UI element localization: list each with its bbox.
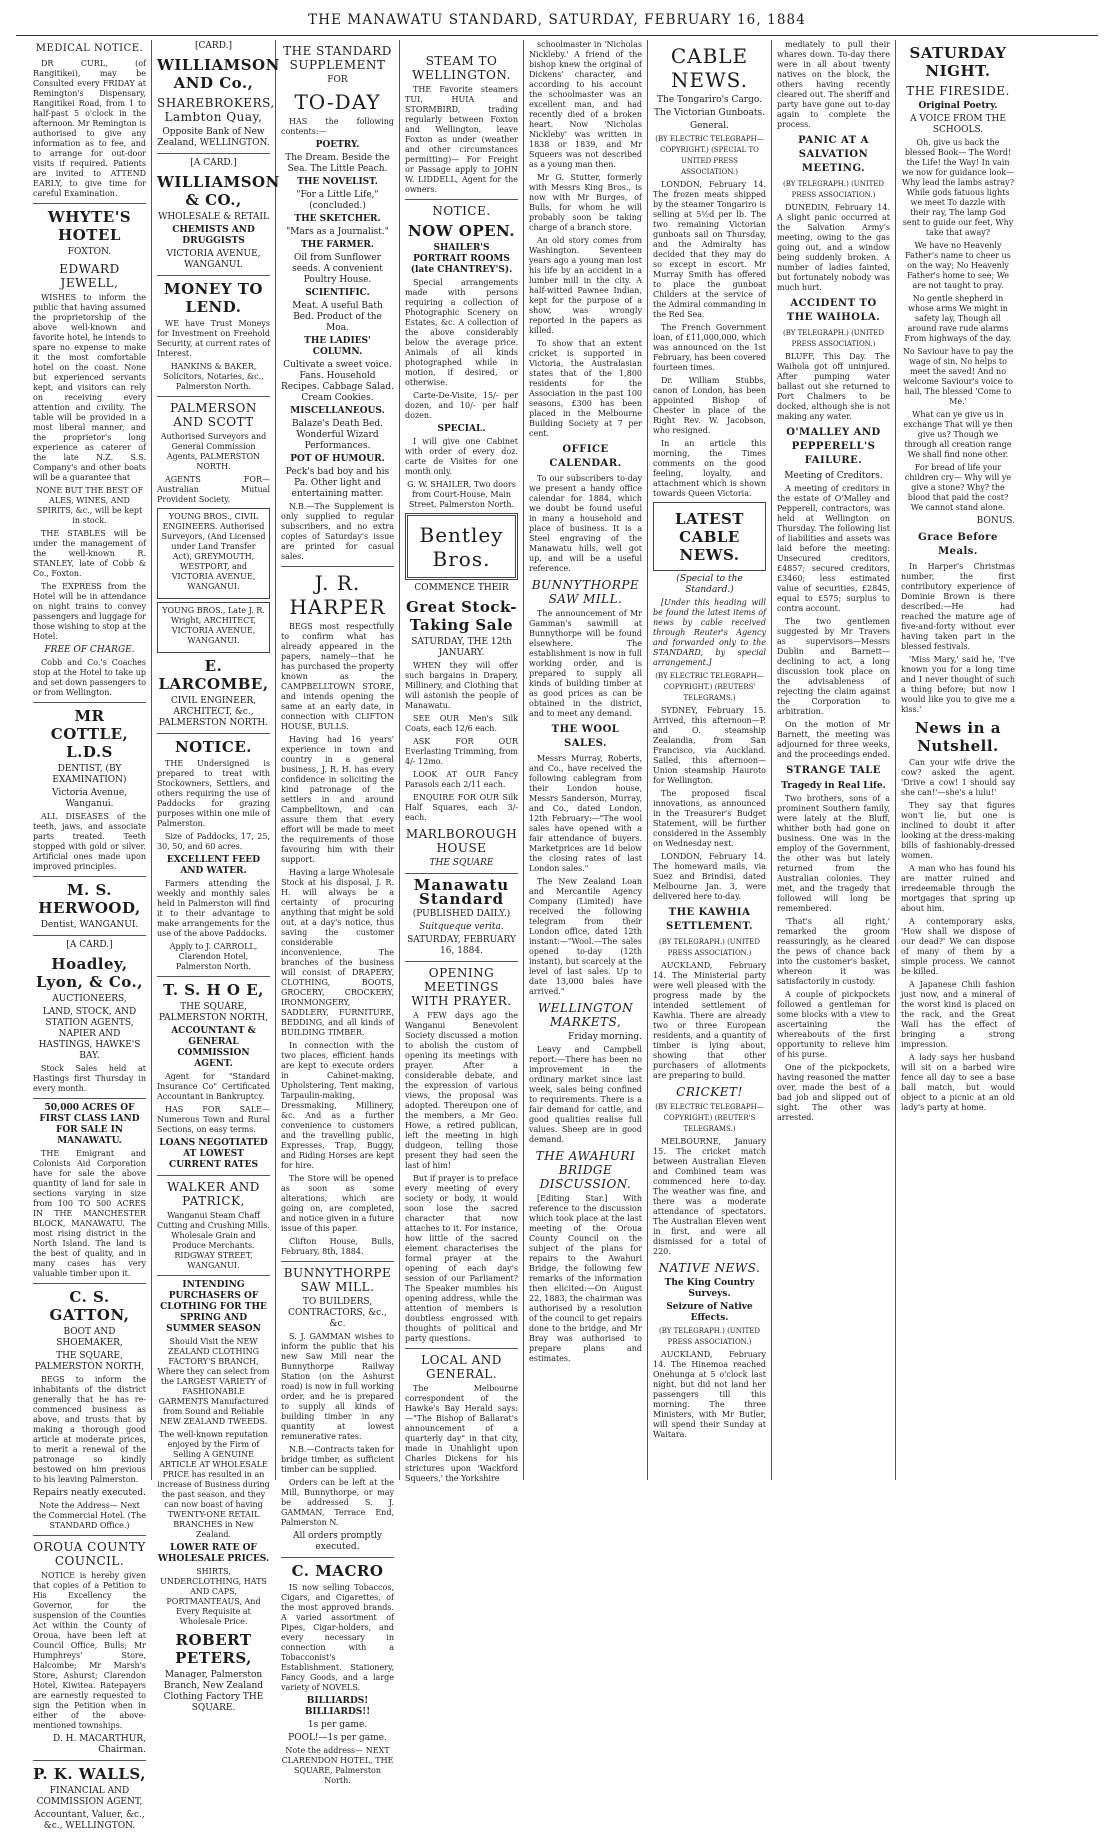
acres-body: THE Emigrant and Colonists Aid Corporation have for sale the above quantity of land for sale in sections varying in size from 100 TO 500 ACRES IN THE MANCHESTER BLOCK, MANAWATU. The most rising district in the North Island. The land is the best of quality, and in many cases has very valuable timber upon it.: [33, 1149, 146, 1278]
divider: [405, 1348, 518, 1349]
column-7: [772, 40, 896, 1480]
shailer-cartes: Carte-De-Visite, 15/- per dozen, and 10/- per half dozen.: [405, 391, 518, 420]
local-continued-2: Mr G. Stutter, formerly with Messrs King Bros., is now with Mr Burges, of Bulls, for whom he will probably soon be taking charge of a branch store.: [529, 173, 642, 232]
poem-stanza-1: Oh, give us back the blessed Book— The Word! the Life! the Way! In vain we now for guidance look— Why lead the lambs astray? While gods fatuous lights we meet To dazzle with their ray, The lamp God sent to guide our feet, Why take that away?: [901, 138, 1015, 237]
latest-cable-box: [653, 502, 766, 571]
free-of-charge: FREE OF CHARGE.: [44, 645, 135, 655]
panic-heading: PANIC AT A SALVATION MEETING.: [798, 135, 869, 174]
palmerson-heading: PALMERSON AND SCOTT: [170, 401, 257, 429]
cobb-coaches: Cobb and Co.'s Coaches stop at the Hotel to take up and set down passengers to or from Wellington.: [33, 658, 147, 697]
divider: [33, 876, 146, 877]
divider: [405, 873, 518, 874]
divider: [157, 396, 270, 397]
whytes-hotel-express: The EXPRESS from the Hotel will be in attendance on night trains to convey passengers and luggage for those wishing to stop at the Hotel.: [33, 582, 146, 641]
supp-humour-heading: POT OF HUMOUR.: [290, 454, 385, 464]
local-heading: LOCAL AND GENERAL.: [421, 1353, 502, 1381]
harper-signature: Clifton House, Bulls, February, 8th, 1884.: [281, 1237, 394, 1256]
palmerson-body: Authorised Surveyors and General Commission Agents, PALMERSTON NORTH.: [160, 432, 267, 471]
supp-novelist-items: "For a Little Life," (concluded.): [296, 190, 379, 211]
williamson2-card: [A CARD.]: [190, 158, 237, 168]
native-sub2: Seizure of Native Effects.: [666, 1302, 753, 1323]
tsh-loans: LOANS NEGOTIATED AT LOWEST CURRENT RATES: [159, 1138, 268, 1170]
tsh-sale: HAS FOR SALE—Numerous Town and Rural Sections, on easy terms.: [157, 1105, 270, 1134]
supp-farmer-heading: THE FARMER.: [301, 240, 374, 250]
column-8: [896, 40, 1020, 1480]
meeting-body: A FEW days ago the Wanganui Benevolent Society discussed a motion to abolish the custom of opening its meetings with prayer. After a considerable debate, and the expression of various views, the proposal was adopted. Thereupon one of the members, a Mr Geo. Howe, a retired publican, left the meeting in high dudgeon, telling those present they had seen the last of him!: [405, 1011, 518, 1170]
bentley-enquire: ENQUIRE FOR OUR Silk Half Squares, each 3/- each.: [405, 793, 518, 822]
whytes-hotel-stock: NONE BUT THE BEST OF ALES, WINES, AND SPIRITS, &c., will be kept in stock.: [35, 486, 144, 525]
whytes-hotel-heading: WHYTE'S HOTEL: [47, 208, 132, 244]
harper-body2: Having had 16 years' experience in town and country in a general business, J. R. H. has every confidence in soliciting the kind patronage of the settlers in and around Campbelltown, and can assure them that every effort will be made to meet the requirements of those favouring him with their support.: [281, 735, 394, 864]
poem-title: A VOICE FROM THE SCHOOLS.: [910, 114, 1006, 135]
cable-tag: (BY ELECTRIC TELEGRAPH—COPYRIGHT.) (SPECIAL TO UNITED PRESS ASSOCIATION.): [655, 135, 764, 176]
medical-notice-heading: MEDICAL NOTICE.: [35, 43, 144, 54]
supplement-heading: THE STANDARD SUPPLEMENT: [283, 44, 392, 72]
panic-tag: (BY TELEGRAPH.) (UNITED PRESS ASSOCIATION.): [783, 180, 884, 199]
strange-tale-sub: Tragedy in Real Life.: [781, 781, 886, 791]
standard-nameplate: Manawatu Standard: [413, 876, 510, 908]
supp-nb: N.B.—The Supplement is only supplied to regular subscribers, and no extra copies of Saturday's issue are printed for casual sales.: [281, 502, 394, 561]
newspaper-page: [28, 40, 1110, 1831]
macro-billiards: BILLIARDS! BILLIARDS!!: [304, 1696, 371, 1717]
oroua-signature: D. H. MACARTHUR, Chairman.: [53, 1734, 146, 1755]
young-bros-architect-box: [157, 602, 270, 653]
standard-motto: Suitqueque verita.: [419, 922, 504, 932]
divider: [157, 1175, 270, 1176]
whytes-hotel-proprietor: EDWARD JEWELL,: [59, 262, 120, 290]
native-tag: (BY TELEGRAPH.) (UNITED PRESS ASSOCIATION.): [659, 1327, 760, 1346]
strange-tale-body: Two brothers, sons of a prominent Southern family, were lately at the Bluff, whither both had gone on business. One was in the employ of the Government, the other was but lately returned from the Australian colonies. They met, and the tragedy that followed will long be remembered.: [777, 794, 890, 913]
cottle-heading: MR COTTLE, L.D.S: [50, 707, 129, 761]
williamson-card: [CARD.]: [195, 41, 232, 51]
peters-heading: ROBERT PETERS,: [175, 1631, 252, 1667]
whytes-hotel-body: WISHES to inform the public that having assumed the proprietorship of the above well-known and favorite hotel, he intends to spare no expense to make it the most comfortable hotel on the coast. None but experienced servants kept, and visitors can rely on receiving every attention and civility. The table will be provided in a most liberal manner, and the proprietor's long experience as caterer of the late N.Z. S.S. Company's and other boats will be a guarantee that: [33, 293, 146, 482]
cable-body4: In an article this morning, the Times comments on the good feeling, loyalty, and attachment which is shown towards Queen Victoria.: [653, 439, 766, 498]
supplement-today: TO-DAY: [294, 90, 381, 114]
omalley-sub: Meeting of Creditors.: [784, 471, 883, 481]
acres-heading: 50,000 ACRES OF FIRST CLASS LAND FOR SALE IN MANAWATU.: [39, 1103, 140, 1146]
local-continued-4: To show that an extent cricket is supported in Victoria, the Australasian states that of the 1,800 residents for the Association in the past 100 seasons, £300 has been placed in the Melbourne Building Society at 7 per cent.: [529, 339, 642, 438]
strange-tale-body4: One of the pickpockets, having reasoned the matter over, made the best of a bad job and slipped out of sight. The other was arrested.: [777, 1063, 890, 1122]
bentley-heading: Bentley Bros.: [419, 523, 504, 571]
office-calendar-body: To our subscribers to-day we present a handy office calendar for 1884, which we doubt be found useful in many a household and place of business. It is a Steel engraving of the Manawatu hills, well got up, and will be a useful reference.: [529, 474, 642, 573]
divider: [405, 199, 518, 200]
tsh-heading: T. S. H O E,: [163, 981, 264, 999]
macro-pool: POOL!—1s per game.: [288, 1733, 387, 1743]
intending-heading: INTENDING PURCHASERS OF CLOTHING FOR THE SPRING AND SUMMER SEASON: [160, 1280, 267, 1334]
cricket-heading: CRICKET!: [676, 1085, 743, 1099]
bentley-see: SEE OUR Men's Silk Coats, each 12/6 each.: [405, 714, 518, 733]
supp-poetry-items: The Dream. Beside the Sea. The Little Peach.: [285, 153, 390, 174]
paddock-notice-body2: Farmers attending the weekly and monthly sales held in Palmerston will find it to their advantage to make arrangements for the use of the above Paddocks.: [157, 879, 270, 938]
supp-misc-items: Balaze's Death Bed. Wonderful Wizard Performances.: [292, 419, 383, 451]
young-bros-engineers-text: YOUNG BROS., CIVIL ENGINEERS. Authorised Surveyors, (And Licensed under Land Transfer Act), GREYMOUTH, WESTPORT, and VICTORIA AVENUE, WANGANUI.: [161, 512, 266, 591]
bunnythorpe-ad-all: All orders promptly executed.: [292, 1531, 383, 1552]
paddock-sizes: Size of Paddocks, 17, 25, 30, 50, and 60 acres.: [157, 832, 270, 851]
bunnythorpe-ad-heading: BUNNYTHORPE SAW MILL.: [283, 1266, 392, 1294]
walker-heading: WALKER AND PATRICK,: [167, 1180, 260, 1208]
macro-game: 1s per game.: [307, 1720, 368, 1730]
gatton-address: THE SQUARE, PALMERSTON NORTH,: [34, 1351, 145, 1372]
grace-body: In Harper's Christmas number, the first contributory experience of Dominie Brown is there described:—He had reached the mature age of five-and-forty without ever having taken part in the blessed festivals.: [901, 562, 1015, 651]
hoadley-sub: AUCTIONEERS,: [52, 994, 127, 1004]
column-1: [28, 40, 152, 1831]
now-open: NOW OPEN.: [407, 222, 516, 240]
news-nutshell-heading: News in a Nutshell.: [915, 719, 1001, 755]
wool-body2: The New Zealand Loan and Mercantile Agency Company (Limited) have received the following telegram from their London office, dated 12th instant:—"Wool.—The sales opened to-day (12th instant), but scarcely at the level of last sales. Up to date 13,000 bales have arrived.": [529, 877, 642, 996]
nutshell-item-5: A Japanese Chili fashion just now, and a mineral of the worst kind is placed on the rack, and the Great Wall has the effect of bringing a strong impression.: [901, 980, 1015, 1049]
kawhia-body: AUCKLAND, February 14. The Ministerial party were well pleased with the progress made by the intended settlement of Kawhia. There are already two or three European residents, and a quantity of timber is lying about, showing that other purchasers of allotments are preparing to build.: [653, 961, 766, 1080]
medical-notice-body: DR CURL, (of Rangitikei), may be Consulted every FRIDAY at Remington's Dispensary, Rangitikei Road, from 1 to half-past 5 o'clock in the afternoon. Mr Remington is authorised to give any information as to fee, and to arrange for out-door visits if required. Patients are invited to ATTEND EARLY, to give time for careful Examination.: [33, 59, 146, 198]
cottle-body: ALL DISEASES of the teeth, jaws, and associate parts treated. Teeth stopped with gold or silver. Artificial ones made upon improved principles.: [33, 812, 146, 871]
walker-body: Wanganui Steam Chaff Cutting and Crushing Mills. Wholesale Grain and Produce Merchants. RIDGWAY STREET, WANGANUI.: [157, 1211, 270, 1270]
paddock-notice-body: THE Undersigned is prepared to treat with Stockowners, Settlers, and others requiring the use of Paddocks for grazing purposes within one mile of Palmerston.: [157, 759, 270, 828]
supp-sketcher-heading: THE SKETCHER.: [294, 214, 381, 224]
harper-body3: Having a large Wholesale Stock at his disposal, J. R. H. will always be a certainty of procuring anything that might be sold out, at a day's notice, thus saving the customer considerable inconvenience. The branches of the business will consist of DRAPERY, CLOTHING, BOOTS, GROCERY, CROCKERY, IRONMONGERY, SADDLERY, FURNITURE, BEDDING, and all kinds of BUILDING TIMBER.: [281, 868, 394, 1037]
supp-ladies-heading: THE LADIES' COLUMN.: [304, 336, 371, 357]
latest-cable-body2: The proposed fiscal innovations, as announced in the Treasurer's Budget Statement, will be further considered in the Assembly on Wednesday next.: [653, 789, 766, 848]
nutshell-item-3: A man who has found his are matter ruined and irredeemable through the mortgages that spring up about him.: [901, 864, 1015, 913]
money-body: WE have Trust Moneys for Investment on Freehold Security, at current rates of Interest.: [157, 319, 270, 358]
gatton-body: BEGS to inform the inhabitants of the district generally that he has re-commenced business as above, and trusts that by making a thorough good article at moderate prices, to merit a renewal of the patronage so kindly bestowed on him previous to his leaving Palmerston.: [33, 1375, 146, 1484]
supp-humour-items: Peck's bad boy and his Pa. Other light and entertaining matter.: [285, 467, 390, 499]
nutshell-item-2: They say that figures won't lie, but one is inclined to doubt it after looking at the dress-making bills of fashionably-dressed women.: [901, 801, 1015, 860]
wellington-markets-heading: WELLINGTON MARKETS,: [537, 1001, 634, 1029]
young-bros-engineers-box: [157, 508, 270, 599]
hoadley-body: Stock Sales held at Hastings first Thursday in every month.: [33, 1064, 146, 1093]
oroua-heading: OROUA COUNTY COUNCIL.: [33, 1540, 146, 1568]
supplement-intro: HAS the following contents:—: [281, 117, 394, 136]
kawhia-heading: THE KAWHIA SETTLEMENT.: [666, 907, 753, 932]
bentley-body: WHEN they will offer such bargains in Drapery, Millinery, and Clothing that will astonish the people of Manawatu.: [405, 661, 518, 710]
native-continued: mediately to pull their whares down. To-day there were in all about twenty natives on the block, the others having recently cleared out. The sheriff and party have gone out to-day again to complete the process.: [777, 40, 890, 129]
latest-cable-body: SYDNEY, February 15. Arrived, this afternoon—P. and O. steamship Zealandia, from San Francisco, via Auckland. Sailed, this afternoon—Union steamship Hauroto for Wellington.: [653, 706, 766, 785]
masthead-rule: [16, 35, 1098, 36]
walls-sub: FINANCIAL AND COMMISSION AGENT,: [36, 1786, 143, 1807]
bentley-sub: COMMENCE THEIR: [414, 583, 509, 593]
divider: [33, 702, 146, 703]
oroua-body: NOTICE is hereby given that copies of a Petition to His Excellency the Governor, for the suspension of the Counties Act within the County of Oroua, have been left at Council Office, Bulls; Mr Humphreys' Store, Halcombe; Mr Marsh's Store, Ashurst; Clarendon Hotel, Kiwitea. Ratepayers are earnestly requested to sign the Petition when in either of the above-mentioned townships.: [33, 1571, 146, 1730]
standard-date: SATURDAY, FEBRUARY 16, 1884.: [407, 935, 516, 956]
cottle-address: Victoria Avenue, Wanganui.: [51, 788, 128, 809]
divider: [157, 976, 270, 977]
paddock-notice-heading: NOTICE.: [174, 738, 253, 756]
column-6: [648, 40, 772, 1480]
harper-body: BEGS most respectfully to confirm what has already appeared in the papers, namely—that he has purchased the property known as the CAMPBELLTOWN STORE, and intends opening the same at an early date, in connection with CLIFTON HOUSE, BULLS.: [281, 622, 394, 731]
divider: [157, 733, 270, 734]
column-3: [276, 40, 400, 1785]
omalley-body3: On the motion of Mr Barnett, the meeting was adjourned for three weeks, and the proceedings ended.: [777, 720, 890, 759]
peters-sub: Manager, Palmerston Branch, New Zealand Clothing Factory THE SQUARE.: [163, 1670, 264, 1713]
gatton-heading: C. S. GATTON,: [49, 1288, 130, 1324]
shailer-signature: G. W. SHAILER, Two doors from Court-House, Main Street, Palmerston North.: [407, 480, 516, 509]
grace-body2: 'Miss Mary,' said he, 'I've known you for a long time and I never thought of such a thing before; but now I would like you to give me a kiss.': [901, 655, 1015, 714]
sherwood-sub: Dentist, WANGANUI.: [40, 920, 139, 930]
divider: [157, 275, 270, 276]
young-bros-architect-text: YOUNG BROS., Late J. R. Wright, ARCHITECT, VICTORIA AVENUE, WANGANUI.: [162, 606, 265, 645]
macro-body: IS now selling Tobaccos, Cigars, and Cigarettes, of the most approved brands. A varied assortment of Pipes, Cigar-holders, and every necessary in connection with a Tobacconist's Establishment. Stationery, Fancy Goods, and a large variety of NOVELS.: [281, 1583, 394, 1692]
shailer-heading: SHAILER'S PORTRAIT ROOMS (late CHANTREY'S).: [410, 243, 513, 275]
shailer-body2: I will give one Cabinet with order of every doz. carte de Visites for one month only.: [405, 437, 518, 476]
standard-published: (PUBLISHED DAILY.): [412, 909, 511, 919]
bunnythorpe-heading: BUNNYTHORPE SAW MILL.: [531, 578, 640, 606]
poem-stanza-3: No gentle shepherd in whose arms We might in safety lay, Though all around rave rude alarms From highways of the day.: [904, 294, 1012, 343]
accident-tag: (BY TELEGRAPH.) (UNITED PRESS ASSOCIATION.): [783, 329, 884, 348]
wool-heading: THE WOOL SALES.: [551, 724, 620, 749]
bentley-ask: ASK FOR OUR Everlasting Trimming, from 4/- 12mo.: [405, 737, 518, 766]
native-news-heading: NATIVE NEWS.: [658, 1261, 761, 1275]
fireside-heading: THE FIRESIDE.: [906, 84, 1010, 98]
intending-shirts: SHIRTS, UNDERCLOTHING, HATS AND CAPS, PORTMANTEAUS, And Every Requisite at Wholesale Price.: [160, 1567, 267, 1626]
latest-cable-body3: LONDON, February 14. The homeward mails, via Suez and Brindisi, dated Melbourne Jan. 3, were delivered here to-day.: [653, 852, 766, 901]
macro-heading: C. MACRO: [291, 1562, 384, 1580]
divider: [33, 1283, 146, 1284]
shailer-special: SPECIAL.: [437, 424, 486, 434]
accident-body: BLUFF, This Day. The Waihola got off uninjured. After pumping water ballast out she returned to Port Chalmers to be docked, although she is not making any water.: [777, 352, 890, 421]
cable-body2: The French Government loan, of £11,000,000, which was announced on the 1st February, has been covered fourteen times.: [653, 323, 766, 372]
divider: [281, 1557, 394, 1558]
divider: [281, 566, 394, 567]
latest-cable-heading: LATEST CABLE NEWS.: [675, 510, 744, 564]
williamson2-heading: WILLIAMSON & CO.,: [157, 173, 280, 209]
nutshell-item-4: A contemporary asks, 'How shall we dispose of our dead?' We can dispose of many of them by a simple process. We cannot be killed.: [901, 917, 1015, 976]
poem-stanza-5: What can ye give us in exchange That will ye then give us? Though we through all creation range We shall find none other.: [903, 410, 1013, 459]
divider: [33, 1098, 146, 1099]
harper-heading: J. R. HARPER: [289, 571, 386, 619]
masthead-title: THE MANAWATU STANDARD, SATURDAY, FEBRUARY 16, 1884: [308, 12, 806, 28]
larcombe-heading: E. LARCOMBE,: [158, 657, 269, 693]
notice-heading: NOTICE.: [432, 204, 491, 218]
local-continued-1: schoolmaster in 'Nicholas Nickleby.' A friend of the bishop knew the original of Dickens' character, and according to his account the schoolmaster was an excellent man, and had recently died of a broken heart. Now 'Nicholas Nickleby' was written in 1838 or 1839, and Mr Squeers was not described as a young man then.: [529, 40, 642, 169]
cable-sub: The Tongariro's Cargo.: [657, 95, 762, 105]
tsh-body: Agent for "Standard Insurance Co" Certificated Accountant in Bankruptcy.: [157, 1072, 270, 1101]
meeting-heading: OPENING MEETINGS WITH PRAYER.: [411, 966, 512, 1008]
poem-stanza-6: For bread of life your children cry— Why will ye give a stone? Why? the blood that paid the cost? We cannot stand alone.: [904, 463, 1012, 512]
hoadley-card: [A CARD.]: [66, 940, 113, 950]
divider: [33, 203, 146, 204]
saturday-night-heading: SATURDAY NIGHT.: [909, 44, 1007, 80]
bentley-sale: Great Stock-Taking Sale: [405, 598, 518, 634]
sherwood-heading: M. S. HERWOOD,: [38, 881, 141, 917]
hoadley-heading: Hoadley, Lyon, & Co.,: [36, 955, 143, 991]
bunnythorpe-body: The announcement of Mr Gamman's sawmill at Bunnythorpe will be found elsewhere. The establishment is now in full working order, and is prepared to supply all kinds of building timber at as good prices as can be obtained in the district, and to meet any demand.: [529, 609, 642, 718]
office-calendar-heading: OFFICE CALENDAR.: [549, 444, 622, 469]
omalley-body2: The two gentlemen suggested by Mr Travers as supervisors—Messrs Dublin and Barnett—declining to act, a long discussion took place on the advisableness of rejecting the claim against the Corporation to arbitration.: [777, 617, 890, 716]
tsh-sub2: ACCOUNTANT & GENERAL COMMISSION AGENT.: [171, 1026, 256, 1069]
bunnythorpe-ad-sub: TO BUILDERS, CONTRACTORS, &c., &c.: [288, 1297, 387, 1329]
walls-heading: P. K. WALLS,: [33, 1765, 146, 1783]
whytes-hotel-location: FOXTON.: [67, 247, 112, 257]
steam-body: THE Favorite steamers TUI, HUIA and STORMBIRD, trading regularly between Foxton and Wellington, leave Foxton as under (weather and other circumstances permitting)— For Freight or Passage apply to JOHN W. LIDDELL, Agent for the owners.: [405, 85, 518, 194]
cable-news-heading: CABLE NEWS.: [670, 44, 749, 92]
divider: [33, 1535, 146, 1536]
divider: [405, 961, 518, 962]
cricket-body: MELBOURNE, January 15. The cricket match between Australian Eleven and Combined team was commenced here to-day. The weather was fine, and there was a moderate attendance of spectators. The Australian Eleven went in first, and were all dismissed for a total of 220.: [653, 1137, 766, 1256]
gatton-sub: BOOT AND SHOEMAKER,: [56, 1327, 123, 1348]
intending-body: Should Visit the NEW ZEALAND CLOTHING FACTORY'S BRANCH, Where they can select from the LARGEST VARIETY of FASHIONABLE GARMENTS Manufactured from Sound and Reliable NEW ZEALAND TWEEDS.: [157, 1337, 270, 1426]
cable-sub3: General.: [689, 121, 730, 131]
harper-body5: The Store will be opened as soon as some alterations, which are going on, are completed, and notice given in a future issue of this paper.: [281, 1174, 394, 1233]
walls-address: Accountant, Valuer, &c., &c., WELLINGTON.: [34, 1810, 145, 1831]
newspaper-masthead: [0, 0, 1114, 38]
paddock-apply: Apply to J. CARROLL, Clarendon Hotel, Palmerston North.: [169, 942, 258, 971]
williamson2-sub: WHOLESALE & RETAIL: [158, 212, 269, 222]
palmerson-agents: AGENTS FOR—Australian Mutual Provident Society.: [157, 475, 270, 504]
larcombe-sub: CIVIL ENGINEER, ARCHITECT, &c., PALMERSTON NORTH.: [158, 696, 269, 728]
native-body: AUCKLAND, February 14. The Hinemoa reached Onehunga at 5 o'clock last night, but did not land her passengers till this morning. The three Ministers, with Mr Butler, will spend their Sunday at Waitara.: [653, 1350, 766, 1439]
poem-signature: BONUS.: [976, 516, 1015, 526]
wool-body: Messrs Murray, Roberts, and Co., have received the following cablegram from their London house, Messrs Sanderson, Murray, and Co., dated London, 12th February:—"The wool sales have opened with a fair attendance of buyers. Marketprices are 1d below the closing rates of last London sales.": [529, 754, 642, 873]
shailer-body: Special arrangements made with persons requiring a collection of Photographic Scenery on Estates, &c. A collection of the above considerably below the average price. Animals of all kinds photographed while in motion, if desired, or otherwise.: [405, 278, 518, 387]
column-5: [524, 40, 648, 1480]
native-sub: The King Country Surveys.: [664, 1278, 755, 1299]
intending-body2: The well-known reputation enjoyed by the Firm of Selling A GENUINE ARTICLE AT WHOLESALE PRICE has resulted in an increase of Business during the past season, and they can now boast of having TWENTY-ONE RETAIL BRANCHES in New Zealand.: [157, 1430, 270, 1539]
williamson2-address: VICTORIA AVENUE, WANGANUI.: [166, 249, 261, 270]
gatton-address-note: Note the Address— Next the Commercial Hotel. (The STANDARD Office.): [33, 1501, 146, 1530]
panic-body: DUNEDIN, February 14. A slight panic occurred at the Salvation Army's meeting, owing to the gas going out, and a window being suddenly broken. A number of ladies fainted, but fortunately nobody was much hurt.: [777, 203, 890, 292]
cottle-sub: DENTIST, (BY EXAMINATION): [52, 764, 127, 785]
supp-scientific-heading: SCIENTIFIC.: [305, 288, 370, 298]
bunnythorpe-ad-body: S. J. GAMMAN wishes to inform the public that his new Saw Mill near the Bunnythorpe Railway Station (on the Ashurst road) is now in full working order, and he is prepared to supply all kinds of building timber in any quantity at lowest remunerative rates.: [281, 1332, 394, 1441]
steam-heading: STEAM TO WELLINGTON.: [412, 54, 511, 82]
macro-address: Note the address— NEXT CLARENDON HOTEL, THE SQUARE, Palmerston North.: [281, 1746, 394, 1785]
nutshell-item-1: Can your wife drive the cow? asked the agent. 'Drive a cow! I should say she can!'—she's a lulu!': [901, 758, 1015, 797]
divider: [157, 153, 270, 154]
bentley-date: SATURDAY, THE 12th JANUARY.: [411, 637, 512, 658]
supp-farmer-items: Oil from Sunflower seeds. A convenient Poultry House.: [292, 253, 383, 285]
williamson-heading: WILLIAMSON AND Co.,: [157, 56, 280, 92]
divider: [33, 1760, 146, 1761]
supp-novelist-heading: THE NOVELIST.: [297, 177, 378, 187]
column-4: [400, 40, 524, 1483]
supp-poetry-heading: POETRY.: [315, 140, 360, 150]
marlborough-square: THE SQUARE: [429, 858, 494, 868]
omalley-body: A meeting of creditors in the estate of O'Malley and Pepperell, contractors, was held at Wellington on Thursday. The following list of liabilities and assets was laid before the meeting: Unsecured creditors, £4857; secured creditors, £3460; less estimated value of securities, £2845, equal to £575; surplus to contra account.: [777, 484, 890, 613]
supplement-for: FOR: [327, 75, 348, 85]
cable-body: LONDON, February 14. The frozen meats shipped by the steamer Tongariro is selling at 5½d per lb. The two remaining Victorian gunboats sail on Thursday, and the Admiralty has decided that they may do so except in escort. Mr Murray Smith has offered to place the gunboat Childers at the service of the Admiral commanding in the Red Sea.: [653, 180, 766, 319]
awahuri-heading: THE AWAHURI BRIDGE DISCUSSION.: [535, 1149, 636, 1191]
williamson2-sub2: CHEMISTS AND DRUGGISTS: [172, 225, 255, 246]
supp-misc-heading: MISCELLANEOUS.: [290, 406, 385, 416]
intending-lower: LOWER RATE OF WHOLESALE PRICES.: [157, 1543, 270, 1564]
cable-body3: Dr. William Stubbs, canon of London, has been appointed Bishop of Chester in place of the Right Rev. W. Jacobson, who resigned.: [653, 376, 766, 435]
poem-stanza-2: We have no Heavenly Father's name to cheer us on the way; No Heavenly Father's home to see; We are not taught to pray.: [905, 241, 1011, 290]
column-2: [152, 40, 280, 1713]
williamson-address: Opposite Bank of New Zealand, WELLINGTON.: [157, 127, 270, 148]
marlborough-house: MARLBOROUGH HOUSE: [405, 827, 518, 855]
harper-body4: In connection with the two places, efficient hands are kept to execute orders in Cabinet-making, Upholstering, Tent making, Tarpaulin-making, Dressmaking, Millinery, &c. And as a further convenience to customers and the travelling public, Expresses, Trap, Buggy, and Riding Horses are kept for hire.: [281, 1041, 394, 1170]
wellington-markets-body: Leavy and Campbell report:—There has been no improvement in the ordinary market since last week, sales being confined to requirements. There is a fair demand for cattle, and good qualities realise full values. Sheep are in good demand.: [529, 1045, 642, 1144]
paddock-feed: EXCELLENT FEED AND WATER.: [166, 855, 261, 876]
kawhia-tag: (BY TELEGRAPH.) (UNITED PRESS ASSOCIATION.): [659, 938, 760, 957]
latest-cable-sub: (Special to the Standard.): [676, 574, 743, 595]
strange-tale-heading: STRANGE TALE: [786, 765, 881, 776]
nutshell-item-6: A lady says her husband will sit on a barbed wire fence all day to see a base ball match, but would object to a picnic at an old lady's party at home.: [901, 1053, 1015, 1112]
divider: [33, 935, 146, 936]
williamson-sub: SHAREBROKERS, Lambton Quay,: [157, 96, 275, 124]
meeting-body2: But if prayer is to preface every meeting of every society or body, it would soon lose the sacred character that now attaches to it. For instance, how little of the sacred element characterises the formal prayer at the opening of each day's session of our Parliament? The Speaker mumbles his opening address, while the attention of members is doubtless engrossed with thoughts of political and party questions.: [405, 1174, 518, 1343]
original-poetry: Original Poetry.: [918, 101, 998, 111]
bentley-bros-box: [405, 513, 518, 580]
whytes-hotel-stables: THE STABLES will be under the management of the well-known R. STANLEY, late of Cobb & Co., Foxton.: [33, 529, 146, 578]
wellington-markets-day: Friday morning.: [568, 1032, 642, 1042]
local-body: The Melbourne correspondent of the Hawke's Bay Herald says:—"The Bishop of Ballarat's announcement of a quarterly day" in that city, made in Unahlight upon Charles Dickens for his strictures upon 'Wackford Squeers,' the Yorkshire: [405, 1384, 518, 1483]
omalley-heading: O'MALLEY AND PEPPERELL'S FAILURE.: [786, 427, 881, 466]
divider: [281, 1261, 394, 1262]
awahuri-body: [Editing Star.] With reference to the discussion which took place at the last meeting of the Oroua County Council on the subject of the plans for repairs to the Awahuri Bridge, the following few remarks of the information then elicited:—On August 22, 1883, the chairman was authorised by a resolution of the council to get repairs done to the bridge, and Mr Bray was authorised to prepare plans and estimates.: [529, 1194, 642, 1363]
money-heading: MONEY TO LEND.: [164, 280, 263, 316]
local-continued-3: An old story comes from Washington. Seventeen years ago a young man lost his life by an accident in a lumber mill in the city. A half-witted Pawnee Indian, kept for the purpose of a show, was wrongly reported in the papers as killed.: [529, 236, 642, 335]
strange-tale-body2: 'That's all right,' remarked the groom reassuringly, as he cleared the pews of chance back into the customer's basket, whereon it was satisfactorily in custody.: [777, 917, 890, 986]
cable-sub2: The Victorian Gunboats.: [654, 108, 765, 118]
gatton-repairs: Repairs neatly executed.: [33, 1488, 146, 1498]
grace-heading: Grace Before Meals.: [918, 532, 998, 557]
divider: [157, 1275, 270, 1276]
tsh-sub: THE SQUARE, PALMERSTON NORTH,: [158, 1002, 269, 1023]
money-signature: HANKINS & BAKER, Solicitors, Notaries, &c., Palmerston North.: [163, 362, 264, 391]
accident-heading: ACCIDENT TO THE WAIHOLA.: [786, 298, 881, 323]
cricket-tag: (BY ELECTRIC TELEGRAPH—COPYRIGHT.) (REUTER'S TELEGRAMS.): [655, 1103, 764, 1133]
poem-stanza-4: No Saviour have to pay the wage of sin, No helps to meet the saved! And no welcome Saviour's voice to hail, The blessed 'Come to Me.': [902, 347, 1014, 406]
bentley-look: LOOK AT OUR Fancy Parasols each 2/11 each.: [405, 770, 518, 789]
latest-cable-tag: (BY ELECTRIC TELEGRAPH—COPYRIGHT.) (REUTERS' TELEGRAMS.): [655, 672, 764, 702]
supp-sketcher-items: "Mars as a Journalist.": [286, 227, 389, 237]
supp-scientific-items: Meat. A useful Bath Bed. Product of the Moa.: [292, 301, 383, 333]
hoadley-sub2: LAND, STOCK, AND STATION AGENTS, NAPIER AND HASTINGS, HAWKE'S BAY.: [38, 1007, 141, 1061]
bunnythorpe-ad-nb: N.B.—Contracts taken for bridge timber, as sufficient timber can be supplied.: [281, 1445, 394, 1474]
latest-cable-note: [Under this heading will be found the latest items of news by cable received through Reuter's Agency and forwarded only to the STANDARD, by special arrangement.]: [653, 598, 766, 667]
supp-ladies-items: Cultivate a sweet voice. Fans. Household Recipes. Cabbage Salad. Cream Cookies.: [281, 360, 394, 403]
bunnythorpe-ad-orders: Orders can be left at the Mill, Bunnythorpe, or may be addressed S. J. GAMMAN, Terrace End, Palmerston N.: [281, 1478, 394, 1527]
strange-tale-body3: A couple of pickpockets followed a gentleman for some blocks with a view to ascertaining the whereabouts of the first opportunity to relieve him of his purse.: [777, 990, 890, 1059]
